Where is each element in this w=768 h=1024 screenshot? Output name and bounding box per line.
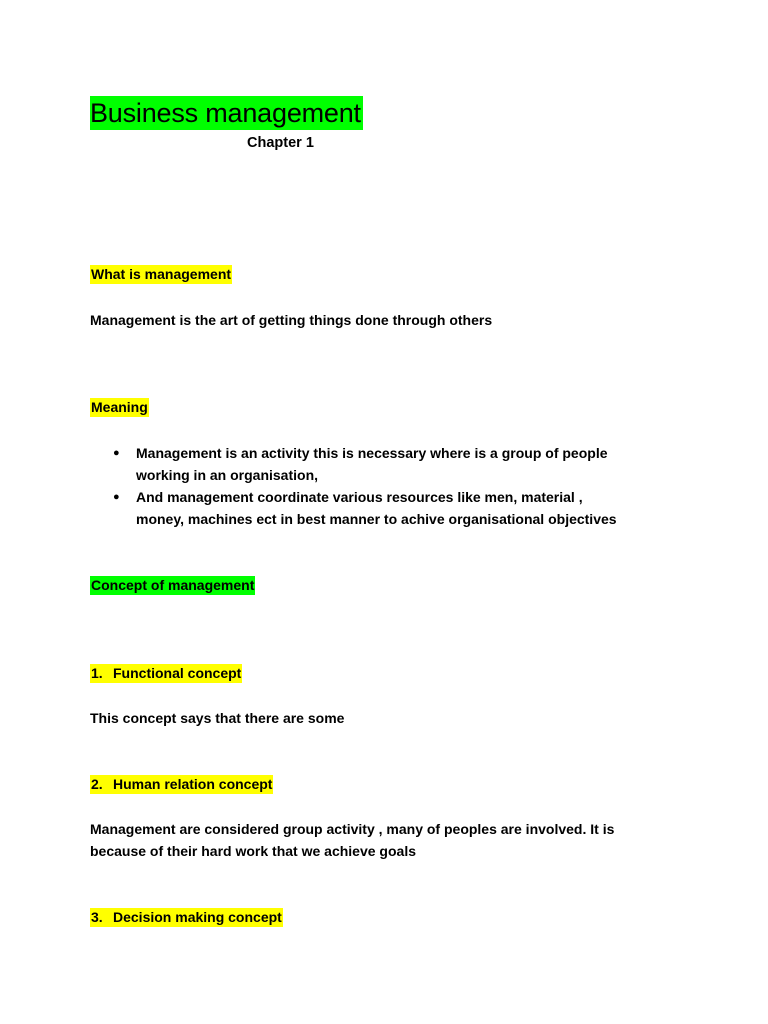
item-heading: Decision making concept	[113, 909, 282, 925]
list-item	[110, 486, 710, 530]
item-number: 2.	[91, 776, 103, 792]
functional-concept-text: This concept says that there are some	[90, 710, 345, 726]
heading-decision-making-concept	[90, 908, 283, 927]
bullet-text: Management is an activity this is necessary where is a group of people working in an organisation,	[136, 445, 608, 483]
item-number: 1.	[91, 665, 103, 681]
heading-concept-of-management: Concept of management	[91, 577, 255, 593]
human-relation-text-line1: Management are considered group activity , many of peoples are involved. It is	[90, 821, 615, 837]
bullet-icon: ●	[113, 447, 120, 459]
meaning-bullet-list	[110, 442, 710, 530]
bullet-text: And management coordinate various resources like men, material , money, machines ect in best manner to achive organisational objectives	[136, 489, 617, 527]
human-relation-text-line2: because of their hard work that we achieve goals	[90, 843, 416, 859]
heading-meaning: Meaning	[91, 399, 148, 415]
item-heading: Functional concept	[113, 665, 242, 681]
heading-what-is-management: What is management	[91, 266, 232, 282]
heading-human-relation-concept	[90, 775, 273, 794]
item-heading: Human relation concept	[113, 776, 273, 792]
document-title: Business management	[90, 98, 361, 128]
heading-functional-concept	[90, 664, 242, 683]
definition-text: Management is the art of getting things done through others	[90, 312, 493, 328]
item-number: 3.	[91, 909, 103, 925]
chapter-label: Chapter 1	[247, 135, 314, 151]
list-item	[110, 442, 710, 486]
bullet-icon: ●	[113, 491, 120, 503]
